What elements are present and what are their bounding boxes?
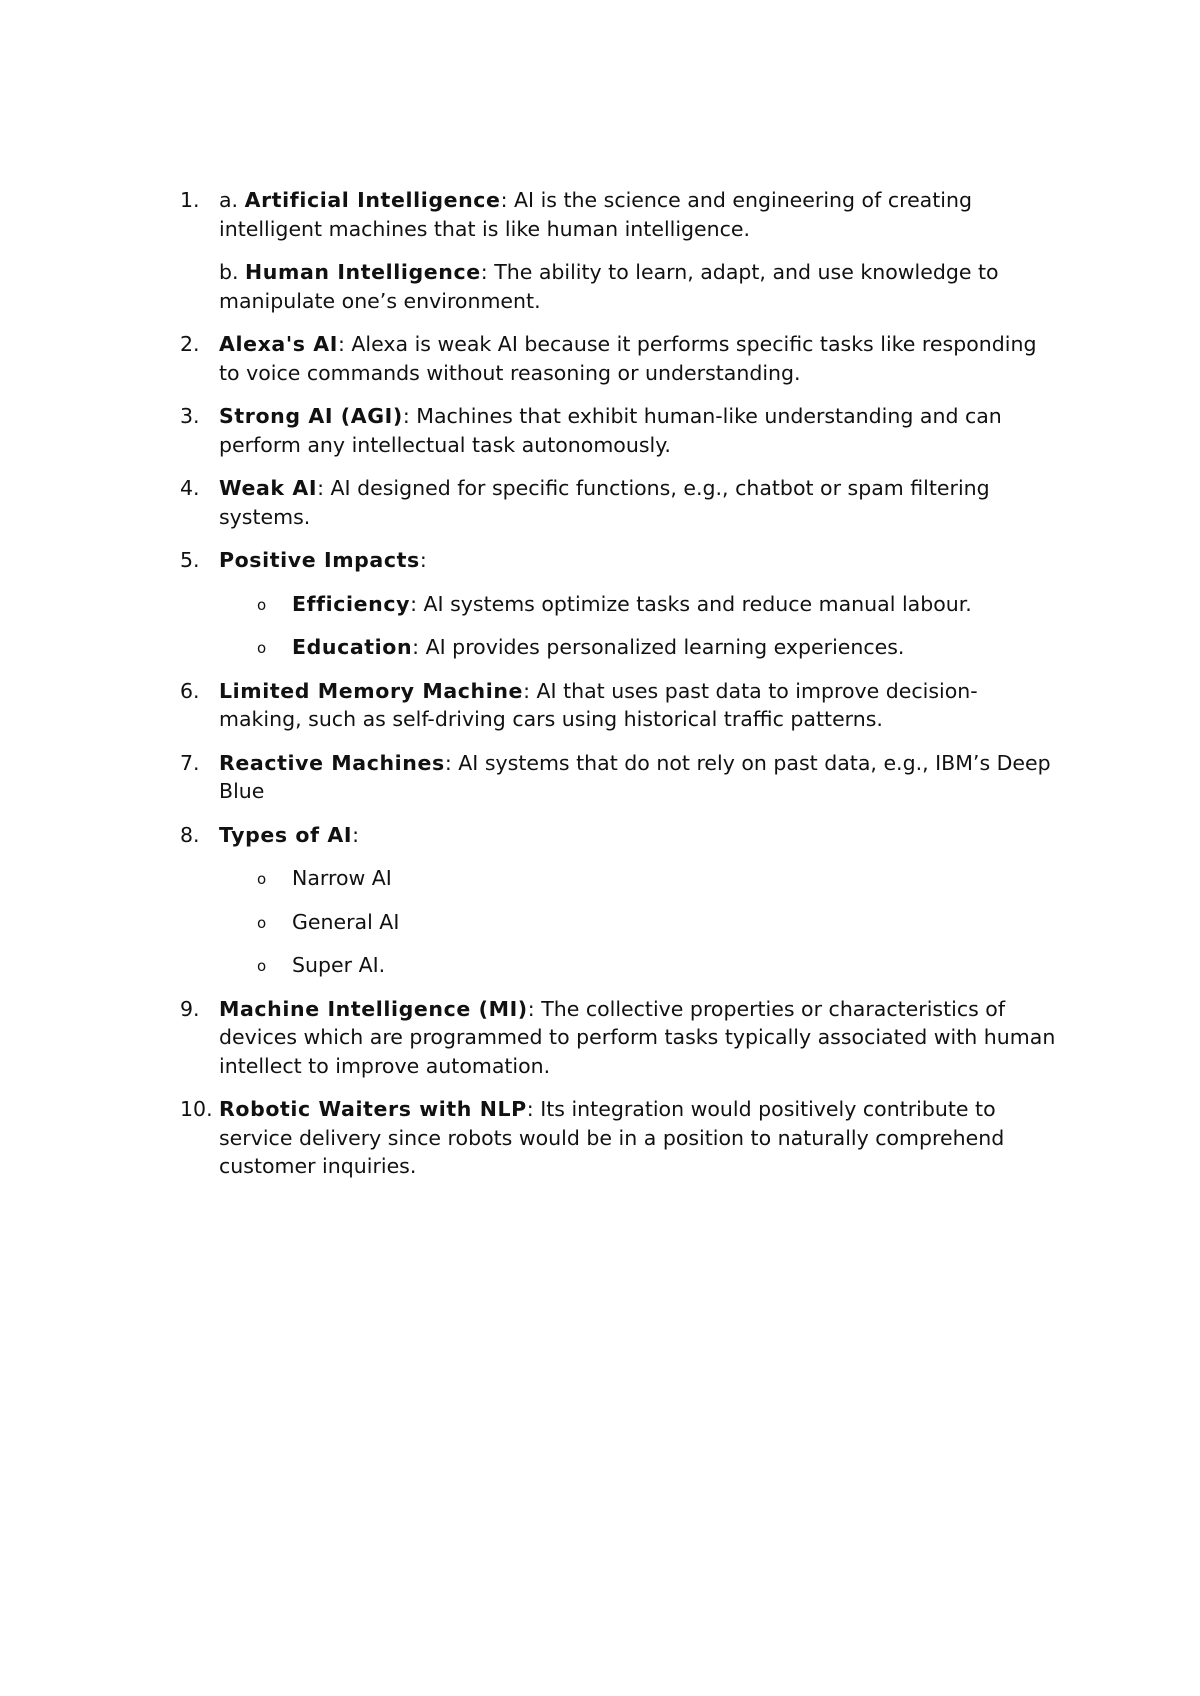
item-number: 3.	[180, 404, 200, 428]
bullet-marker: o	[257, 870, 267, 888]
item-number: 4.	[180, 476, 200, 500]
item-number: 7.	[180, 750, 200, 775]
term: Weak AI	[219, 476, 318, 500]
item-text: : The collective properties or characteristics of devices which are programmed to perform tasks typically associated with human intellect to improve automation.	[219, 996, 1056, 1078]
item-text: : Alexa is weak AI because it performs specific tasks like responding to voice commands without reasoning or understanding.	[219, 332, 1037, 385]
list-item-6	[180, 677, 1060, 734]
sub-list-item	[219, 951, 1060, 980]
list-item-2	[180, 330, 1060, 387]
sub-item-text: : AI provides personalized learning experiences.	[412, 635, 905, 659]
sub-list-item	[219, 864, 1060, 893]
item-text: : AI that uses past data to improve decision-making, such as self-driving cars using historical traffic patterns.	[219, 678, 978, 731]
term: Alexa's AI	[219, 332, 338, 356]
sub-item-text: General AI	[292, 909, 400, 934]
list-item-10	[180, 1095, 1060, 1181]
list-item-3	[180, 402, 1060, 459]
sub-term: Education	[292, 635, 413, 659]
term: Machine Intelligence (MI)	[219, 996, 528, 1021]
item-text: : AI systems that do not rely on past data, e.g., IBM’s Deep Blue	[219, 750, 1051, 803]
term: Robotic Waiters with NLP	[219, 1097, 527, 1121]
numbered-list	[180, 186, 1060, 1196]
definition-text: : AI is the science and engineering of creating intelligent machines that is like human intelligence.	[219, 188, 972, 241]
term-artificial-intelligence: Artificial Intelligence	[244, 188, 501, 212]
item-number: 8.	[180, 822, 200, 847]
sub-item-text: Narrow AI	[292, 866, 392, 890]
item-text: : Machines that exhibit human-like understanding and can perform any intellectual task autonomously.	[219, 404, 1002, 457]
definition-artificial-intelligence	[219, 186, 1060, 243]
term-human-intelligence: Human Intelligence	[245, 260, 481, 284]
definition-text: : The ability to learn, adapt, and use knowledge to manipulate one’s environment.	[219, 260, 999, 313]
item-number: 6.	[180, 678, 200, 703]
item-text: :	[352, 822, 359, 847]
sub-list-item	[219, 590, 1060, 619]
sub-item-text: Super AI.	[292, 953, 386, 977]
bullet-marker: o	[257, 913, 267, 932]
sub-item-text: : AI systems optimize tasks and reduce manual labour.	[410, 591, 972, 616]
bullet-marker: o	[257, 639, 267, 657]
list-item-1	[180, 186, 1060, 315]
bullet-marker: o	[257, 595, 267, 614]
list-item-8	[180, 821, 1060, 980]
list-item-4	[180, 474, 1060, 531]
definition-human-intelligence	[219, 258, 1060, 315]
sub-term: Efficiency	[292, 591, 411, 616]
item-number: 9.	[180, 996, 200, 1021]
term: Positive Impacts	[219, 548, 420, 572]
term: Reactive Machines	[219, 750, 445, 775]
term: Types of AI	[219, 822, 353, 847]
item-number: 2.	[180, 332, 200, 356]
sub-list-item	[219, 908, 1060, 937]
sub-label-a: a.	[219, 188, 245, 212]
item-number: 5.	[180, 548, 200, 572]
item-text: : Its integration would positively contribute to service delivery since robots would be in a position to naturally comprehend customer inquiries.	[219, 1097, 1005, 1178]
item-number: 10.	[180, 1097, 213, 1121]
sub-list-item	[219, 633, 1060, 662]
term: Strong AI (AGI)	[219, 404, 403, 428]
list-item-5	[180, 546, 1060, 662]
list-item-9	[180, 995, 1060, 1081]
bullet-marker: o	[257, 957, 267, 975]
sub-label-b: b.	[219, 260, 246, 284]
term: Limited Memory Machine	[219, 678, 524, 703]
list-item-7	[180, 749, 1060, 806]
item-text: : AI designed for specific functions, e.g., chatbot or spam filtering systems.	[219, 476, 990, 529]
item-text: :	[419, 548, 427, 572]
item-number: 1.	[180, 188, 200, 212]
